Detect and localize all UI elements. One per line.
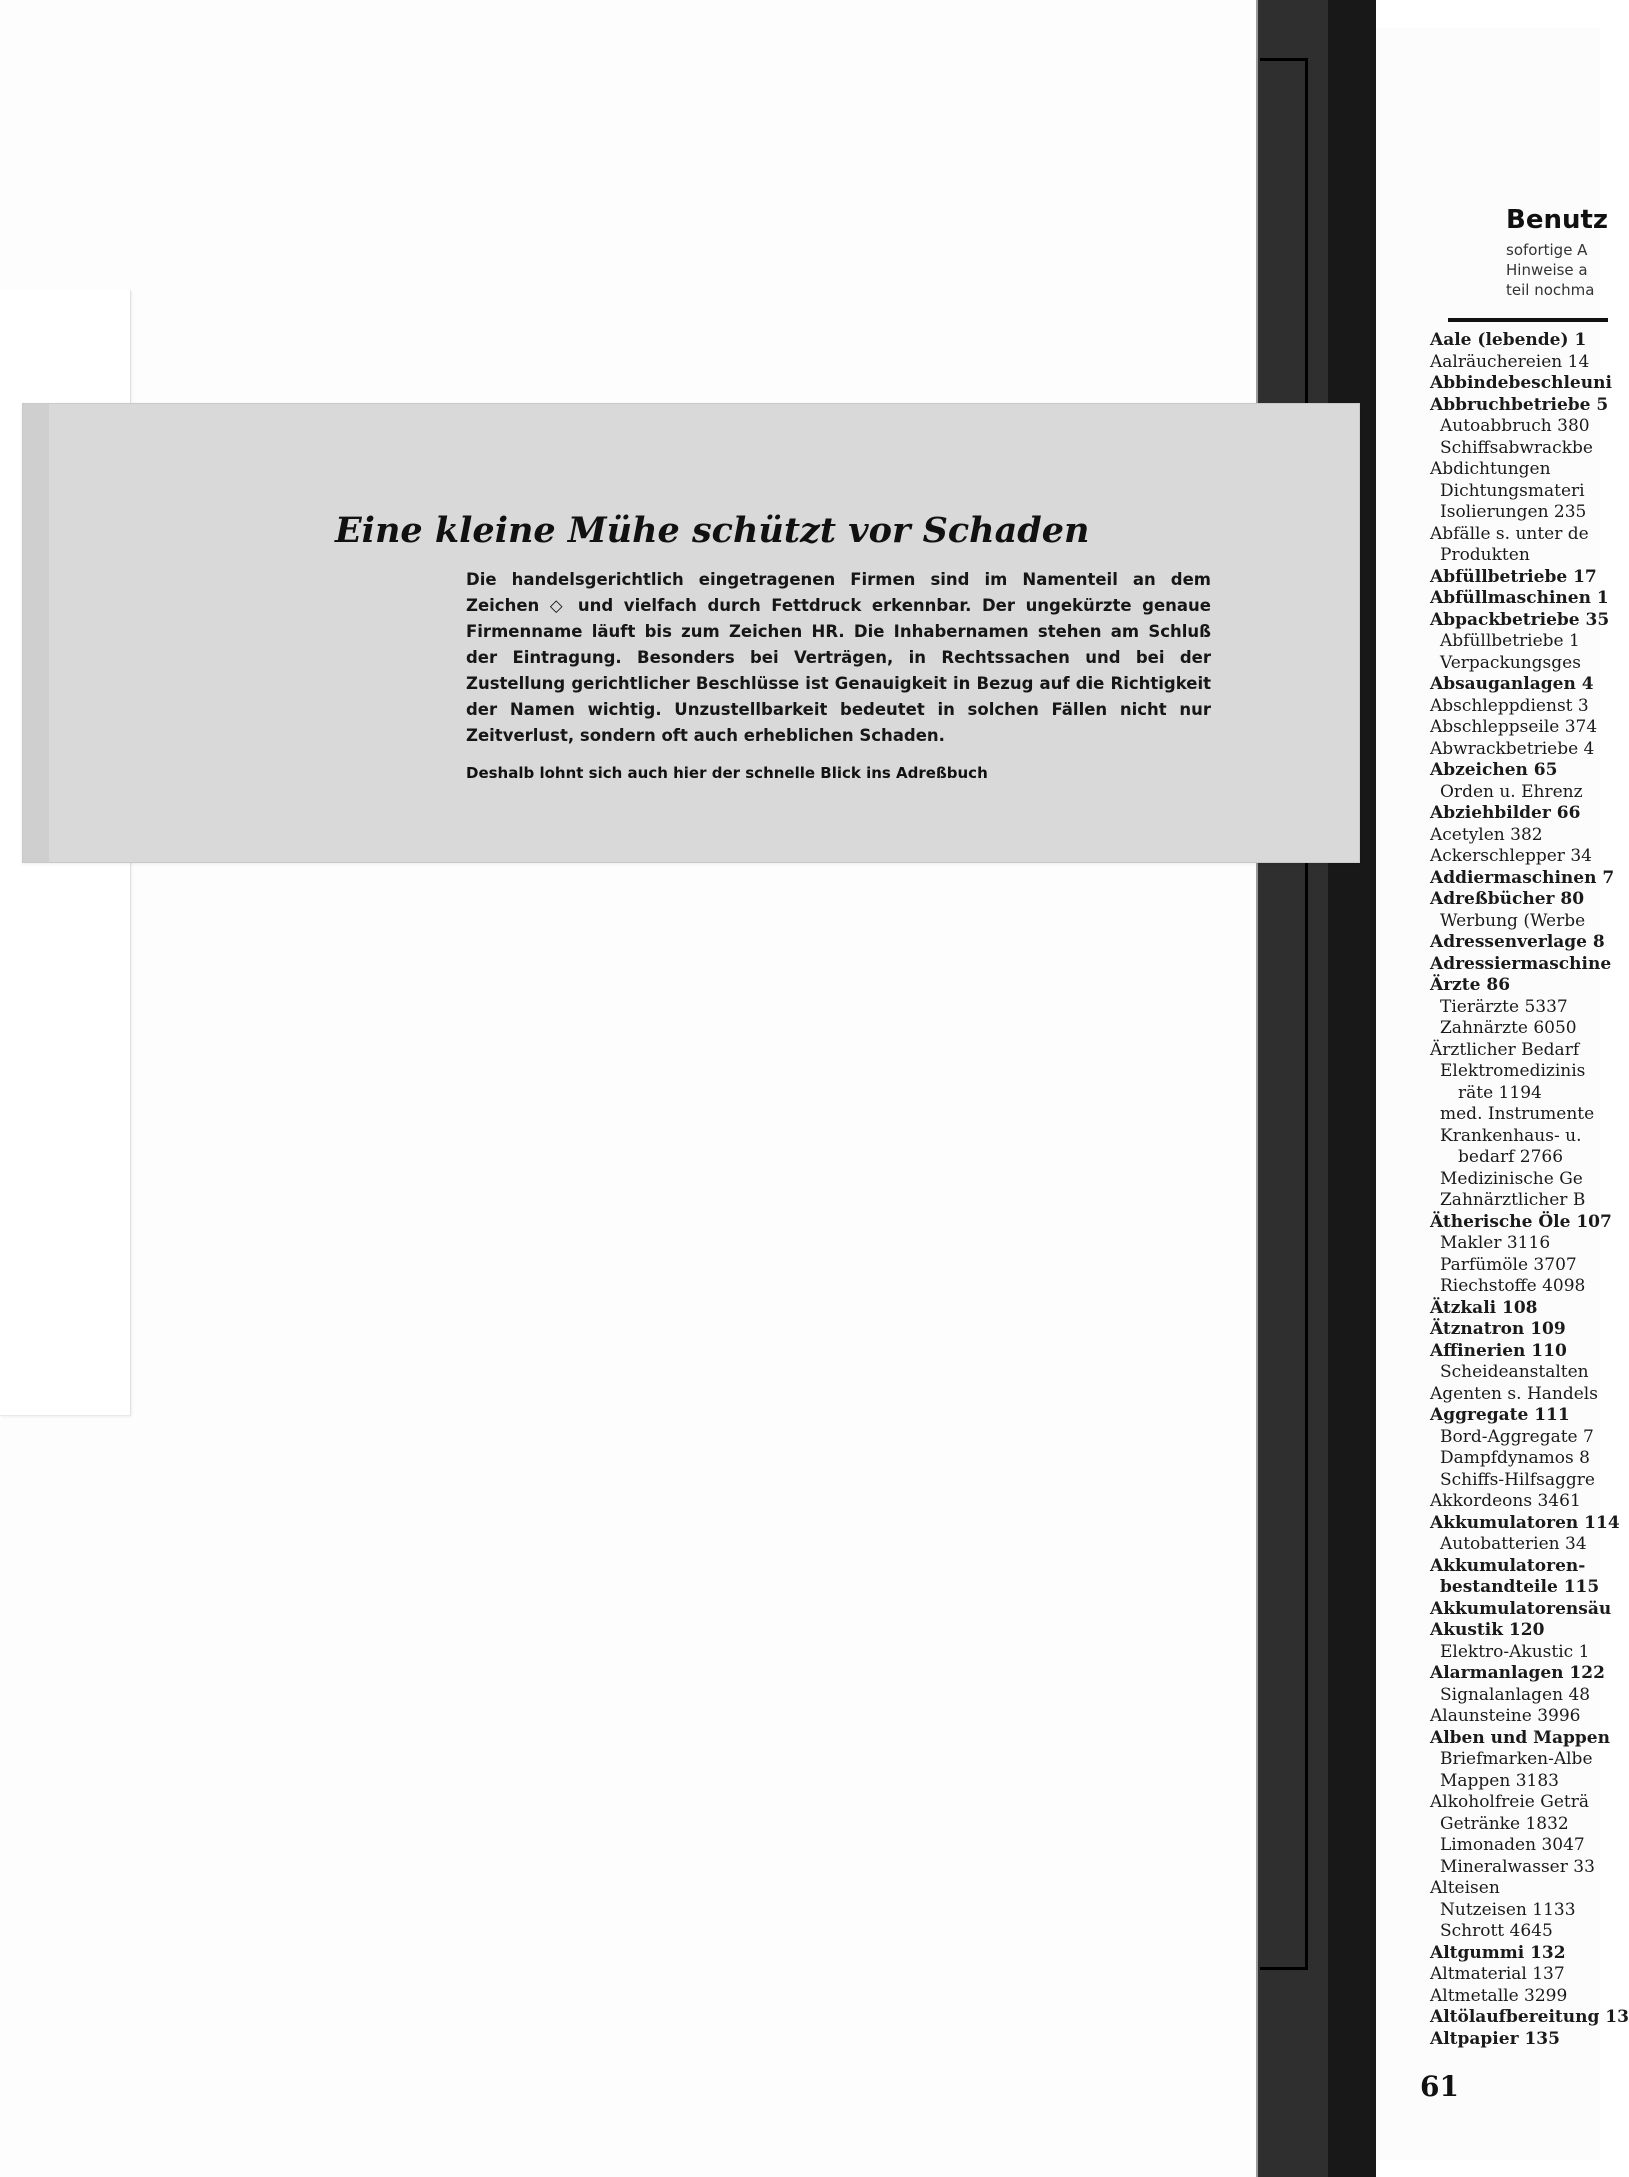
index-list [1376,330,1629,2050]
index-entry: Aalräuchereien 14 [1430,351,1590,372]
index-entry: Akkumulatorensäu [1430,1598,1612,1619]
index-entry: Alteisen [1430,1878,1500,1898]
index-entry: Autoabbruch 380 [1440,416,1590,436]
index-entry: Parfümöle 3707 [1440,1254,1577,1275]
index-entry: Abbindebeschleuni [1430,373,1612,393]
notice-footer: Deshalb lohnt sich auch hier der schnelle Blick ins Adreßbuch [466,764,988,782]
index-entry: Getränke 1832 [1440,1813,1569,1834]
notice-body-text: Die handelsgerichtlich eingetragenen Firmen sind im Namenteil an dem Zeichen ◇ und vielfach durch Fettdruck erkennbar. Der ungekürzte genaue Firmenname läuft bis zum Zeichen HR. Die Inhabernamen stehen am Schluß der Eintragung. Besonders bei Verträgen, in Rechtssachen und bei der Zustellung gerichtlicher Beschlüsse ist Genauigkeit in Bezug auf die Richtigkeit der Namen wichtig. Unzustellbarkeit bedeutet in solchen Fällen nicht nur Zeitverlust, sondern oft auch erheblichen Schaden. [466,570,1211,745]
index-intro-line: sofortige A [1506,241,1588,259]
index-entry: Altmaterial 137 [1430,1964,1565,1984]
index-entry: Makler 3116 [1440,1233,1551,1253]
index-entry: räte 1194 [1458,1082,1542,1103]
index-entry: Elektro-Akustic 1 [1440,1641,1590,1662]
index-entry: Ätherische Öle 107 [1430,1211,1612,1232]
index-entry: Alarmanlagen 122 [1430,1663,1605,1683]
index-entry: Altgummi 132 [1430,1942,1566,1963]
index-entry: Tierärzte 5337 [1440,996,1568,1017]
index-entry: Zahnärztlicher B [1440,1190,1586,1210]
index-entry: Mineralwasser 33 [1440,1856,1595,1877]
index-entry: Abfüllbetriebe 17 [1430,566,1597,587]
index-entry: Krankenhaus- u. [1440,1125,1582,1146]
index-entry: Schrott 4645 [1440,1921,1553,1941]
notice-heading: Eine kleine Mühe schützt vor Schaden [335,510,1090,551]
index-entry: Adressenverlage 8 [1430,932,1605,952]
index-entry: Altmetalle 3299 [1430,1985,1568,2006]
index-entry: Alkoholfreie Geträ [1430,1792,1589,1812]
frame-border [1260,58,1308,1970]
index-entry: Autobatterien 34 [1440,1534,1587,1554]
index-entry: Abfüllmaschinen 1 [1430,588,1609,608]
index-rule [1448,318,1608,322]
index-entry: med. Instrumente [1440,1104,1595,1124]
index-entry: Adressiermaschine [1430,953,1612,974]
notice-strip [22,403,1360,863]
index-entry: Akustik 120 [1430,1620,1545,1640]
index-entry: Aggregate 111 [1430,1405,1570,1425]
index-entry: Verpackungsges [1440,652,1581,673]
index-entry: Abschleppdienst 3 [1430,695,1589,716]
index-entry: Limonaden 3047 [1440,1835,1585,1855]
index-title: Benutz [1506,205,1609,235]
index-entry: Medizinische Ge [1440,1168,1583,1189]
index-intro-line: teil nochma [1506,281,1595,299]
index-entry: Abzeichen 65 [1430,760,1558,780]
notice-body [466,567,1211,749]
index-entry: Briefmarken-Albe [1440,1749,1593,1769]
index-entry: Schiffs-Hilfsaggre [1440,1469,1595,1490]
index-entry: bedarf 2766 [1458,1147,1564,1167]
index-entry: Akkordeons 3461 [1430,1491,1581,1511]
index-entry: Altölaufbereitung 13 [1430,2007,1629,2027]
index-entry: Acetylen 382 [1430,824,1543,845]
page-number: 61 [1420,2070,1459,2103]
index-entry: Isolierungen 235 [1440,502,1587,522]
index-entry: Alaunsteine 3996 [1430,1706,1581,1726]
index-entry: Elektromedizinis [1440,1061,1586,1081]
index-intro-line: Hinweise a [1506,261,1588,279]
index-page [1376,28,1629,2160]
index-entry: Affinerien 110 [1430,1340,1567,1361]
index-entry: Ätznatron 109 [1430,1319,1566,1339]
index-entry: Dichtungsmateri [1440,480,1585,501]
index-entry: Ärztlicher Bedarf [1430,1039,1580,1060]
index-entry: Orden u. Ehrenz [1440,781,1583,802]
index-entry: Aale (lebende) 1 [1430,330,1587,350]
index-entry: Bord-Aggregate 7 [1440,1426,1594,1447]
index-entry: Abpackbetriebe 35 [1430,609,1610,630]
index-entry: Werbung (Werbe [1440,910,1586,931]
index-entry: Absauganlagen 4 [1430,674,1594,694]
index-entry: Scheideanstalten [1440,1362,1589,1382]
index-entry: Altpapier 135 [1430,2028,1560,2049]
index-entry: Abwrackbetriebe 4 [1430,738,1595,759]
index-entry: Akkumulatoren 114 [1430,1512,1620,1533]
index-entry: Ärzte 86 [1430,975,1511,995]
index-entry: Agenten s. Handels [1430,1383,1598,1404]
index-entry: Ätzkali 108 [1430,1297,1538,1318]
index-entry: Zahnärzte 6050 [1440,1018,1577,1038]
index-entry: Abziehbilder 66 [1430,803,1581,823]
index-entry: Schiffsabwrackbe [1440,437,1593,458]
book-spine-shadow [1328,0,1376,2177]
index-entry: Produkten [1440,545,1530,565]
strip-fold [23,404,49,862]
index-entry: Alben und Mappen [1430,1727,1610,1748]
index-entry: Dampfdynamos 8 [1440,1448,1590,1468]
index-entry: Addiermaschinen 7 [1430,867,1615,888]
index-entry: Abbruchbetriebe 5 [1430,394,1609,415]
index-entry: bestandteile 115 [1440,1577,1600,1597]
index-entry: Riechstoffe 4098 [1440,1276,1586,1296]
index-entry: Signalanlagen 48 [1440,1684,1591,1705]
index-entry: Mappen 3183 [1440,1770,1559,1791]
index-entry: Akkumulatoren- [1430,1555,1586,1576]
index-entry: Abdichtungen [1430,459,1551,479]
index-entry: Nutzeisen 1133 [1440,1899,1576,1920]
index-entry: Adreßbücher 80 [1430,889,1585,909]
index-entry: Abschleppseile 374 [1430,717,1598,737]
index-entry: Abfälle s. unter de [1430,523,1589,544]
index-entry: Ackerschlepper 34 [1430,846,1592,866]
index-entry: Abfüllbetriebe 1 [1440,631,1580,651]
